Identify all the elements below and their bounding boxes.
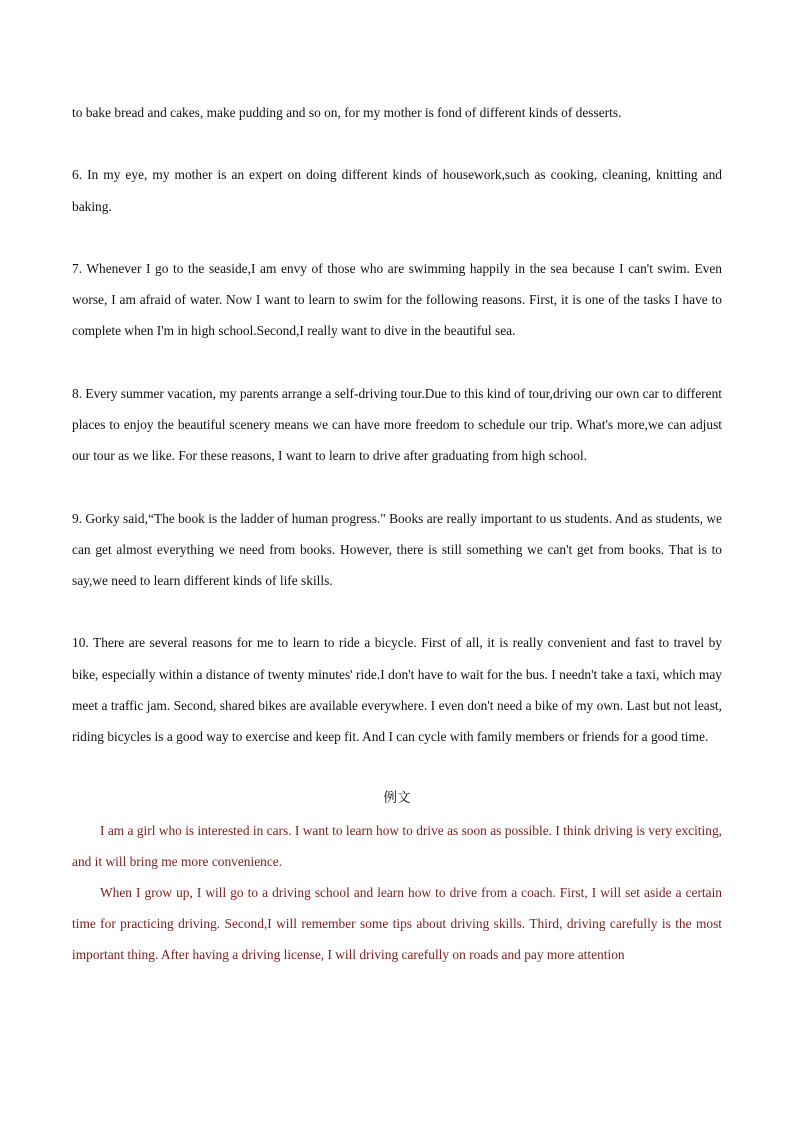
paragraph-gap (72, 128, 722, 159)
paragraph-item-9: 9. Gorky said,“The book is the ladder of human progress." Books are really important to us students. And as students, we can get almost everything we need from books. However, there is still something we can't get from books. That is to say,we need to learn different kinds of life skills. (72, 510, 722, 588)
sample-essay-title: 例文 (383, 790, 411, 807)
sample-essay-paragraph-1: I am a girl who is interested in cars. I want to learn how to drive as soon as possible. I think driving is very exciting, and it will bring me more convenience. (72, 822, 722, 869)
paragraph-continuation: to bake bread and cakes, make pudding and so on, for my mother is fond of different kinds of desserts. (72, 105, 622, 120)
paragraph-gap (72, 471, 722, 502)
paragraph-item-6: 6. In my eye, my mother is an expert on doing different kinds of housework,such as cooking, cleaning, knitting and baking. (72, 167, 722, 214)
paragraph-gap (72, 222, 722, 253)
paragraph-gap (72, 752, 722, 783)
paragraph-item-7: 7. Whenever I go to the seaside,I am envy of those who are swimming happily in the sea because I can't swim. Even worse, I am afraid of water. Now I want to learn to swim for the following reasons. First, it is one of the tasks I have to complete when I'm in high school.Second,I really want to dive in the beautiful sea. (72, 260, 722, 339)
sample-essay-paragraph-2: When I grow up, I will go to a driving school and learn how to drive from a coach. First, I will set aside a certain time for practicing driving. Second,I will remember some tips about driving skills. Third, driving carefully is the most important thing. After having a driving license, I will driving carefully on roads and pay more attention (72, 884, 722, 963)
paragraph-item-10: 10. There are several reasons for me to learn to ride a bicycle. First of all, it is really convenient and fast to travel by bike, especially within a distance of twenty minutes' ride.I don't have to wait for the bus. I needn't take a taxi, which may meet a traffic jam. Second, shared bikes are available everywhere. I even don't need a bike of my own. Last but not least, riding bicycles is a good way to exercise and keep fit. And I can cycle with family members or friends for a good time. (72, 635, 722, 744)
paragraph-gap (72, 347, 722, 378)
paragraph-item-8: 8. Every summer vacation, my parents arrange a self-driving tour.Due to this kind of tour,driving our own car to different places to enjoy the beautiful scenery means we can have more freedom to schedule our trip. What's more,we can adjust our tour as we like. For these reasons, I want to learn to drive after graduating from high school. (72, 385, 722, 464)
document-body (72, 97, 722, 971)
paragraph-gap (72, 596, 722, 627)
